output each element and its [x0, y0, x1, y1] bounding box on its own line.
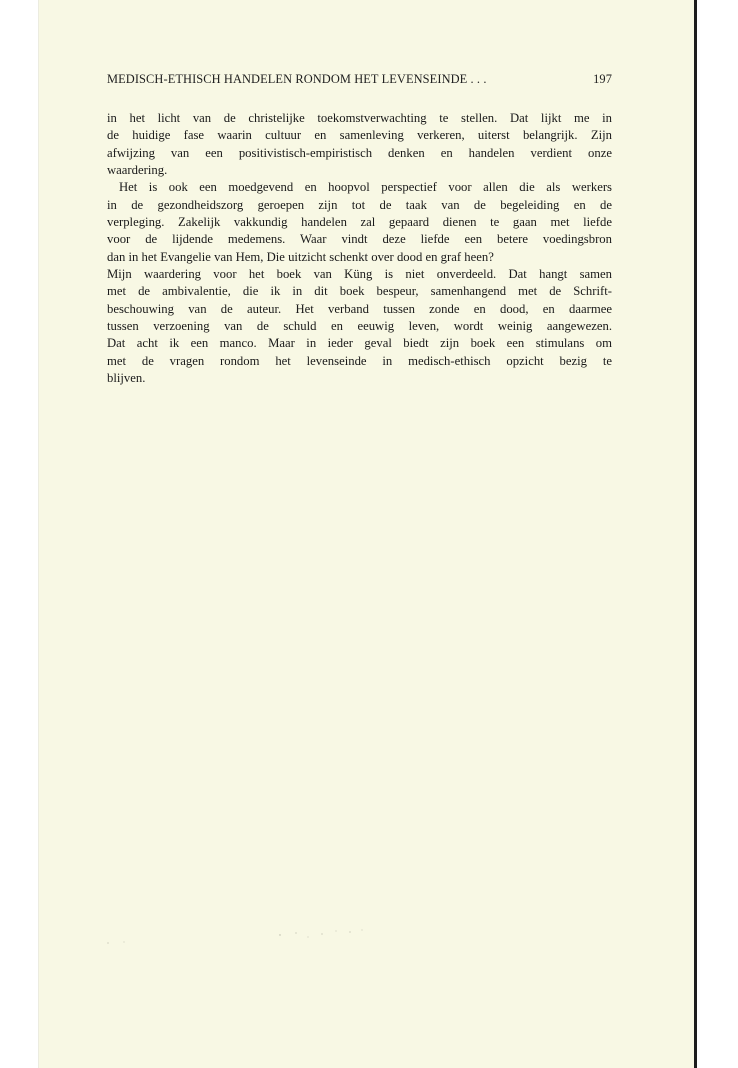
- text-line: met de vragen rondom het levenseinde in medisch-ethisch opzicht bezig te: [107, 353, 612, 368]
- running-head-title: MEDISCH-ETHISCH HANDELEN RONDOM HET LEVENSEINDE . . .: [107, 72, 487, 86]
- text-line: afwijzing van een positivistisch-empiristisch denken en handelen verdient onze: [107, 145, 612, 160]
- page-number: 197: [593, 72, 612, 86]
- text-line: de huidige fase waarin cultuur en samenleving verkeren, uiterst belangrijk. Zijn: [107, 128, 612, 143]
- body-text: [107, 110, 612, 388]
- text-line: waardering.: [107, 163, 168, 178]
- running-head: [107, 72, 612, 90]
- text-line: voor de lijdende medemens. Waar vindt deze liefde een betere voedingsbron: [107, 232, 612, 247]
- text-line: in de gezondheidszorg geroepen zijn tot de taak van de begeleiding en de: [107, 197, 612, 212]
- text-line: beschouwing van de auteur. Het verband tussen zonde en dood, en daarmee: [107, 301, 612, 316]
- text-line: Dat acht ik een manco. Maar in ieder geval biedt zijn boek een stimulans om: [107, 336, 612, 351]
- text-line: blijven.: [107, 371, 146, 386]
- text-line: Het is ook een moedgevend en hoopvol perspectief voor allen die als werkers: [119, 180, 612, 195]
- text-line: verpleging. Zakelijk vakkundig handelen zal gepaard dienen te gaan met liefde: [107, 215, 612, 230]
- text-line: tussen verzoening van de schuld en eeuwig leven, wordt weinig aangewezen.: [107, 319, 612, 334]
- scan-edge-rule: [694, 0, 697, 1068]
- page-left-edge: [38, 0, 39, 1068]
- text-line: met de ambivalentie, die ik in dit boek bespeur, samenhangend met de Schrift-: [107, 284, 612, 299]
- text-line: dan in het Evangelie van Hem, Die uitzicht schenkt over dood en graf heen?: [107, 249, 494, 264]
- text-line: in het licht van de christelijke toekomstverwachting te stellen. Dat lijkt me in: [107, 111, 612, 125]
- scan-specks: [100, 925, 400, 955]
- text-line: Mijn waardering voor het boek van Küng is niet onverdeeld. Dat hangt samen: [107, 267, 612, 282]
